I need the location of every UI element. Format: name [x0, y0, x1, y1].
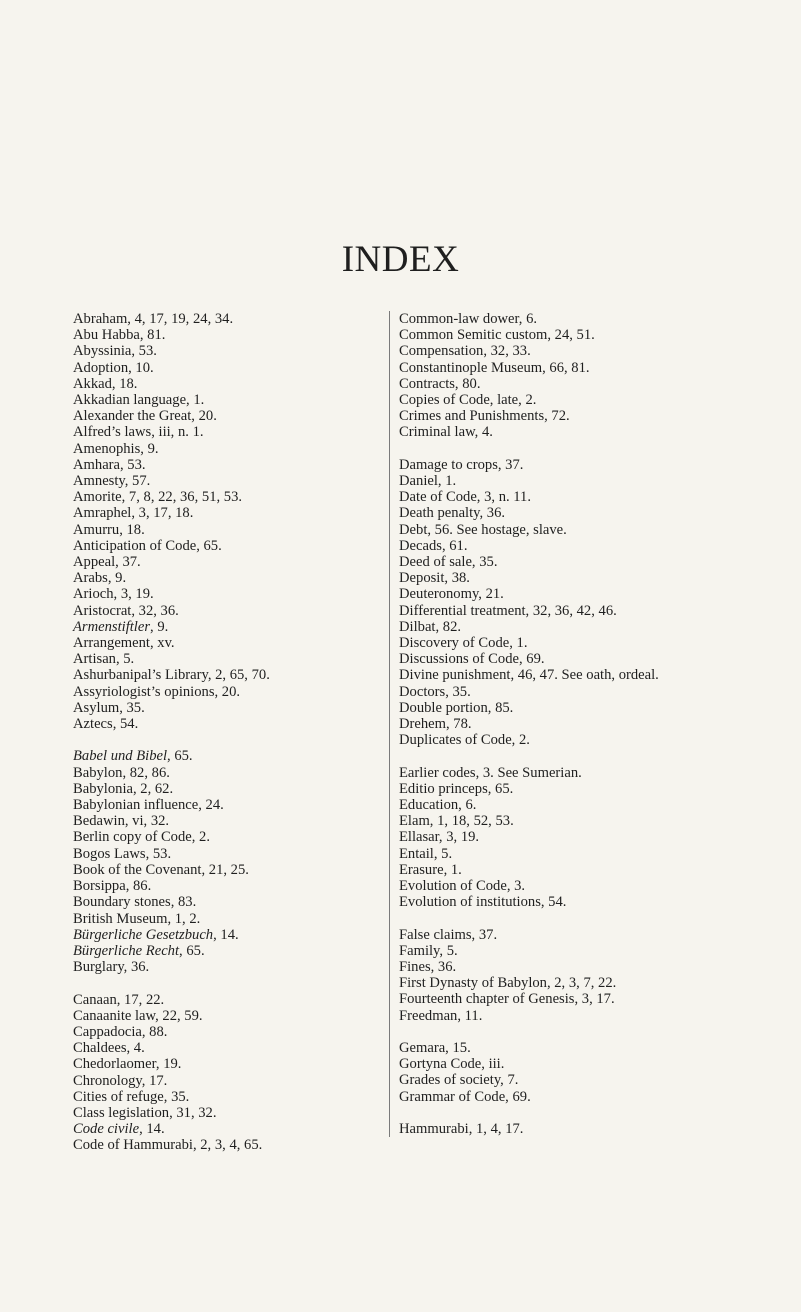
- index-entry-italic-term: Armenstiftler: [73, 618, 151, 635]
- index-entry: Death penalty, 36.: [399, 505, 506, 522]
- index-entry: Boundary stones, 83.: [73, 894, 197, 911]
- index-entry: Constantinople Museum, 66, 81.: [399, 359, 590, 376]
- index-entry: Double portion, 85.: [399, 699, 514, 716]
- index-entry: Family, 5.: [399, 942, 458, 959]
- index-entry: Debt, 56. See hostage, slave.: [399, 521, 567, 538]
- index-entry: Assyriologist’s opinions, 20.: [73, 683, 241, 700]
- index-entry: Bedawin, vi, 32.: [73, 813, 170, 830]
- index-entry: Amnesty, 57.: [73, 473, 151, 490]
- index-entry: Education, 6.: [399, 797, 477, 814]
- index-entry: Fines, 36.: [399, 959, 457, 976]
- index-entry: Earlier codes, 3. See Sumerian.: [399, 764, 582, 781]
- index-entry: Gemara, 15.: [399, 1040, 471, 1057]
- index-entry: Aristocrat, 32, 36.: [73, 602, 179, 619]
- index-entry: Drehem, 78.: [399, 716, 472, 733]
- index-entry: Evolution of Code, 3.: [399, 878, 526, 895]
- index-entry: Compensation, 32, 33.: [399, 343, 531, 360]
- index-entry: Armenstiftler, 9.: [73, 618, 169, 635]
- index-entry: Alfred’s laws, iii, n. 1.: [73, 424, 204, 441]
- index-entry: British Museum, 1, 2.: [73, 910, 201, 927]
- index-entry: Ashurbanipal’s Library, 2, 65, 70.: [73, 667, 270, 684]
- group-separator: [399, 910, 739, 926]
- index-entry: Amorite, 7, 8, 22, 36, 51, 53.: [73, 489, 243, 506]
- index-entry: Criminal law, 4.: [399, 424, 493, 441]
- index-entry: Burglary, 36.: [73, 959, 150, 976]
- index-entry: Anticipation of Code, 65.: [73, 537, 222, 554]
- index-entry: Erasure, 1.: [399, 861, 462, 878]
- index-entry: Code of Hammurabi, 2, 3, 4, 65.: [73, 1137, 263, 1154]
- index-column-right: [389, 311, 739, 1137]
- group-separator: [399, 441, 739, 457]
- index-entry: Daniel, 1.: [399, 473, 457, 490]
- index-column-left: [73, 311, 373, 1154]
- index-entry: Amurru, 18.: [73, 521, 145, 538]
- index-entry: Appeal, 37.: [73, 554, 141, 571]
- index-entry: Abu Habba, 81.: [73, 327, 166, 344]
- index-entry: Editio princeps, 65.: [399, 780, 514, 797]
- index-entry: Dilbat, 82.: [399, 618, 462, 635]
- page-title: INDEX: [341, 239, 460, 280]
- index-entry: Babel und Bibel, 65.: [73, 748, 193, 765]
- index-entry: Alexander the Great, 20.: [73, 408, 217, 425]
- group-separator: [73, 975, 373, 991]
- index-entry: Book of the Covenant, 21, 25.: [73, 861, 249, 878]
- index-entry: Discussions of Code, 69.: [399, 651, 545, 668]
- index-entry: Arrangement, xv.: [73, 635, 175, 652]
- index-entry: Fourteenth chapter of Genesis, 3, 17.: [399, 991, 615, 1008]
- index-entry: Chedorlaomer, 19.: [73, 1056, 182, 1073]
- index-entry: First Dynasty of Babylon, 2, 3, 7, 22.: [399, 975, 617, 992]
- index-entry: Grades of society, 7.: [399, 1072, 519, 1089]
- index-entry-italic-term: Code civile: [73, 1121, 140, 1138]
- index-entry: Duplicates of Code, 2.: [399, 732, 530, 749]
- index-entry: Akkad, 18.: [73, 375, 138, 392]
- index-entry: False claims, 37.: [399, 926, 498, 943]
- index-entry: Code civile, 14.: [73, 1121, 165, 1138]
- index-entry-italic-term: Bürgerliche Gesetzbuch: [73, 926, 214, 943]
- index-entry: Abyssinia, 53.: [73, 343, 157, 360]
- index-entry: Babylonia, 2, 62.: [73, 780, 174, 797]
- index-entry: Artisan, 5.: [73, 651, 135, 668]
- index-entry: Hammurabi, 1, 4, 17.: [399, 1121, 524, 1138]
- index-entry: Cities of refuge, 35.: [73, 1088, 190, 1105]
- index-entry: Babylonian influence, 24.: [73, 797, 224, 814]
- index-entry: Class legislation, 31, 32.: [73, 1104, 217, 1121]
- index-entry: Bogos Laws, 53.: [73, 845, 172, 862]
- index-entry: Amenophis, 9.: [73, 440, 159, 457]
- index-entry: Aztecs, 54.: [73, 716, 139, 733]
- group-separator: [399, 1024, 739, 1040]
- index-entry: Elam, 1, 18, 52, 53.: [399, 813, 514, 830]
- group-separator: [73, 732, 373, 748]
- index-entry: Gortyna Code, iii.: [399, 1056, 505, 1073]
- index-entry: Amhara, 53.: [73, 456, 146, 473]
- group-separator: [399, 1105, 739, 1121]
- index-entry: Doctors, 35.: [399, 683, 471, 700]
- index-entry: Evolution of institutions, 54.: [399, 894, 567, 911]
- index-entry: Common-law dower, 6.: [399, 311, 538, 327]
- index-entry: Cappadocia, 88.: [73, 1023, 168, 1040]
- group-separator: [399, 748, 739, 764]
- index-entry: Canaanite law, 22, 59.: [73, 1007, 203, 1024]
- index-entry: Chaldees, 4.: [73, 1040, 145, 1057]
- index-entry: Discovery of Code, 1.: [399, 635, 528, 652]
- index-entry: Contracts, 80.: [399, 375, 481, 392]
- index-entry: Freedman, 11.: [399, 1007, 483, 1024]
- index-entry: Deposit, 38.: [399, 570, 470, 587]
- index-entry: Grammar of Code, 69.: [399, 1088, 531, 1105]
- index-entry: Asylum, 35.: [73, 699, 145, 716]
- index-entry: Decads, 61.: [399, 537, 468, 554]
- index-entry: Arioch, 3, 19.: [73, 586, 154, 603]
- index-entry: Date of Code, 3, n. 11.: [399, 489, 531, 506]
- index-entry: Damage to crops, 37.: [399, 456, 524, 473]
- index-entry: Copies of Code, late, 2.: [399, 392, 537, 409]
- index-entry: Amraphel, 3, 17, 18.: [73, 505, 194, 522]
- index-entry: Bürgerliche Gesetzbuch, 14.: [73, 926, 239, 943]
- index-entry: Ellasar, 3, 19.: [399, 829, 480, 846]
- index-entry: Common Semitic custom, 24, 51.: [399, 327, 595, 344]
- index-entry: Differential treatment, 32, 36, 42, 46.: [399, 602, 617, 619]
- index-entry: Akkadian language, 1.: [73, 392, 205, 409]
- index-entry: Chronology, 17.: [73, 1072, 168, 1089]
- index-entry-italic-term: Babel und Bibel: [73, 748, 168, 765]
- index-entry: Deed of sale, 35.: [399, 554, 498, 571]
- index-entry: Canaan, 17, 22.: [73, 991, 165, 1008]
- index-entry: Deuteronomy, 21.: [399, 586, 504, 603]
- index-entry-italic-term: Bürgerliche Recht: [73, 942, 180, 959]
- index-entry: Crimes and Punishments, 72.: [399, 408, 570, 425]
- index-entry: Divine punishment, 46, 47. See oath, ordeal.: [399, 667, 659, 684]
- index-entry: Berlin copy of Code, 2.: [73, 829, 210, 846]
- index-entry: Babylon, 82, 86.: [73, 764, 170, 781]
- index-entry: Arabs, 9.: [73, 570, 127, 587]
- index-entry: Borsippa, 86.: [73, 878, 152, 895]
- index-entry: Abraham, 4, 17, 19, 24, 34.: [73, 311, 234, 327]
- index-entry: Entail, 5.: [399, 845, 453, 862]
- index-entry: Adoption, 10.: [73, 359, 154, 376]
- index-entry: Bürgerliche Recht, 65.: [73, 942, 205, 959]
